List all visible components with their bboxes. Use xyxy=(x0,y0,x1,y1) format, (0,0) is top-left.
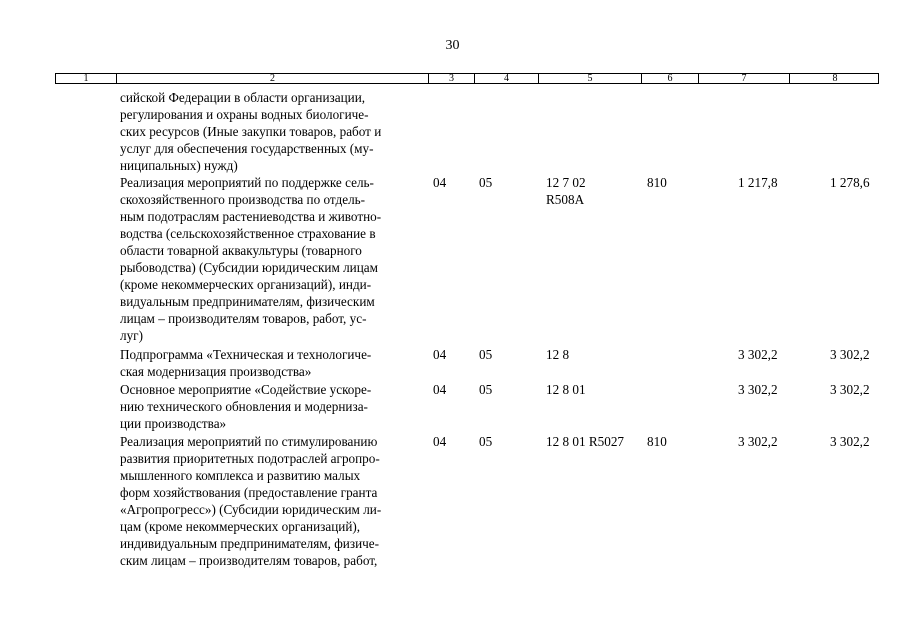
row-section: 04 xyxy=(433,175,447,190)
row-subsection: 05 xyxy=(479,175,493,190)
row-sum-2: 1 278,6 xyxy=(830,175,870,190)
header-col-8: 8 xyxy=(789,74,880,83)
row-section: 04 xyxy=(433,434,447,449)
row-name: Реализация мероприятий по стимулированию развития приоритетных подотраслей агропро- мышленного комплекса и развитию малых форм хозяйствования (предоставление гранта «Агропрогресс») (Субсидии юридическим ли- цам (кроме некоммерческих организаций), индивидуальным предпринимателям, физиче- ским лицам – производителям товаров, работ, xyxy=(120,434,382,568)
header-col-2: 2 xyxy=(116,74,428,83)
row-expense-type: 810 xyxy=(647,434,667,449)
row-sum-2: 3 302,2 xyxy=(830,382,870,397)
header-col-6: 6 xyxy=(641,74,698,83)
header-col-5: 5 xyxy=(538,74,641,83)
header-col-4: 4 xyxy=(474,74,538,83)
page-number: 30 xyxy=(445,38,460,53)
row-target-article: 12 7 02 R508A xyxy=(546,175,586,207)
row-subsection: 05 xyxy=(479,347,493,362)
row-expense-type: 810 xyxy=(647,175,667,190)
row-section: 04 xyxy=(433,347,447,362)
row-target-article: 12 8 xyxy=(546,347,570,362)
row-sum-1: 3 302,2 xyxy=(738,382,778,397)
row-sum-2: 3 302,2 xyxy=(830,347,870,362)
row-sum-1: 1 217,8 xyxy=(738,175,778,190)
row-name: Подпрограмма «Техническая и технологиче- ская модернизация производства» xyxy=(120,347,372,379)
row-sum-2: 3 302,2 xyxy=(830,434,870,449)
header-col-1: 1 xyxy=(83,73,89,84)
row-subsection: 05 xyxy=(479,382,493,397)
row-subsection: 05 xyxy=(479,434,493,449)
header-col-3: 3 xyxy=(428,74,474,83)
row-name: сийской Федерации в области организации, регулирования и охраны водных биологиче- ских ресурсов (Иные закупки товаров, работ и услуг для обеспечения государственных (му- ниципальных) нужд) xyxy=(120,90,382,173)
table-header-row xyxy=(55,73,879,84)
row-name: Реализация мероприятий по поддержке сель- скохозяйственного производства по отдель- ным подотраслям растениеводства и животно- водства (сельскохозяйственное страхование в области товарной аквакультуры (товарного рыбоводства) (Субсидии юридическим лицам (кроме некоммерческих организаций), инди- видуальным предпринимателям, физическим лицам – производителям товаров, работ, ус- луг) xyxy=(120,175,382,343)
row-target-article: 12 8 01 xyxy=(546,382,586,397)
row-name: Основное мероприятие «Содействие ускоре- нию технического обновления и модерниза- ции производства» xyxy=(120,382,372,431)
row-section: 04 xyxy=(433,382,447,397)
row-target-article: 12 8 01 R5027 xyxy=(546,434,625,449)
row-sum-1: 3 302,2 xyxy=(738,347,778,362)
row-sum-1: 3 302,2 xyxy=(738,434,778,449)
header-col-7: 7 xyxy=(698,74,789,83)
